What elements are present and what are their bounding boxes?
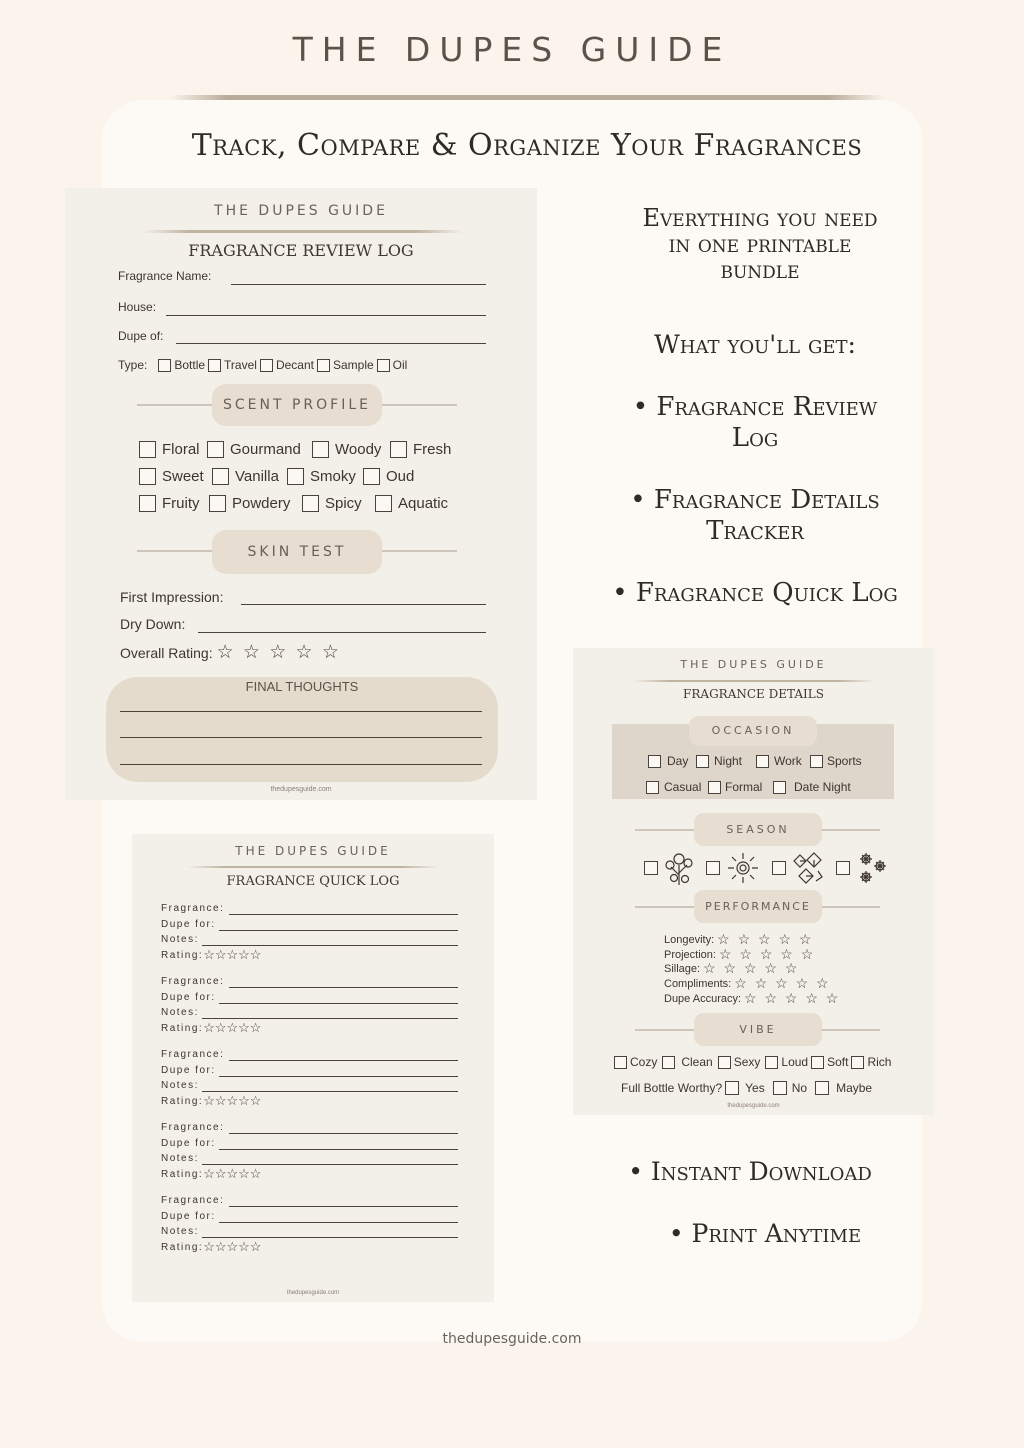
sheet-title: FRAGRANCE DETAILS — [683, 687, 824, 701]
season-checkbox[interactable] — [836, 861, 850, 875]
quick-field-label: Notes: — [161, 1007, 199, 1018]
performance-row — [664, 990, 840, 1007]
vibe-checkbox[interactable] — [718, 1056, 731, 1069]
vibe-checkbox[interactable] — [765, 1056, 778, 1069]
occasion-option: Date Night — [794, 780, 851, 794]
occasion-option: Night — [714, 754, 743, 768]
type-label: Type: — [118, 358, 148, 372]
sheet-brand: THE DUPES GUIDE — [235, 844, 391, 858]
dry-down-line[interactable] — [198, 632, 486, 633]
spring-flowers-icon — [664, 851, 694, 885]
quick-rating-label: Rating: — [161, 1095, 204, 1107]
performance-label: Compliments: — [664, 977, 732, 990]
autumn-leaves-icon — [792, 851, 824, 885]
occasion-checkbox[interactable] — [810, 755, 823, 768]
overall-rating-label: Overall Rating: — [120, 644, 213, 661]
quick-field-label: Fragrance: — [161, 903, 225, 914]
thoughts-line[interactable] — [120, 737, 482, 738]
quick-rating-row — [161, 1020, 261, 1036]
quick-field-line[interactable] — [219, 1003, 458, 1004]
field-label: Fragrance Name: — [118, 269, 212, 283]
quick-rating-row — [161, 1093, 261, 1109]
vibe-option: Loud — [781, 1055, 809, 1069]
quick-field-line[interactable] — [229, 914, 458, 915]
footer-url[interactable]: thedupesguide.com — [442, 1331, 582, 1347]
full-bottle-row — [621, 1081, 872, 1095]
field-label: House: — [118, 300, 157, 314]
worthy-option: No — [791, 1081, 808, 1095]
quick-field-label: Notes: — [161, 934, 199, 945]
occasion-option: Formal — [725, 780, 763, 794]
worthy-option: Yes — [745, 1081, 765, 1095]
scent-option: Gourmand — [230, 441, 301, 458]
quick-field-line[interactable] — [229, 1060, 458, 1061]
worthy-option: Maybe — [836, 1081, 873, 1095]
quick-field-label: Fragrance: — [161, 1122, 225, 1133]
quick-field-label: Dupe for: — [161, 918, 216, 930]
quick-rating-label: Rating: — [161, 1241, 204, 1253]
scent-option: Aquatic — [398, 495, 449, 512]
scent-checkbox[interactable] — [302, 495, 319, 512]
type-checkbox[interactable] — [158, 359, 171, 372]
bullet-print-anytime: • Print Anytime — [668, 1219, 862, 1248]
type-row — [118, 358, 407, 372]
worthy-checkbox[interactable] — [773, 1081, 787, 1095]
scent-row — [139, 468, 414, 485]
scent-option: Spicy — [325, 495, 362, 512]
what-heading: What you'll get: — [654, 330, 856, 359]
scent-option: Vanilla — [235, 468, 279, 485]
summer-sun-icon — [726, 851, 760, 885]
occasion-option: Casual — [664, 780, 702, 794]
intro-line: Everything you need — [642, 204, 878, 232]
scent-profile-pill: SCENT PROFILE — [212, 384, 382, 426]
type-option: Travel — [224, 358, 257, 372]
quick-rating-label: Rating: — [161, 949, 204, 961]
details-sheet — [573, 648, 934, 1115]
final-thoughts-box — [106, 677, 498, 782]
quick-field-line[interactable] — [202, 1018, 458, 1019]
scent-row — [139, 495, 448, 512]
quick-field-line[interactable] — [219, 1076, 458, 1077]
sheet-footer: thedupesguide.com — [270, 786, 332, 793]
fragrance-name-line[interactable] — [231, 284, 486, 285]
occasion-checkbox[interactable] — [756, 755, 769, 768]
scent-checkbox[interactable] — [287, 468, 304, 485]
final-thoughts-label: FINAL THOUGHTS — [245, 679, 359, 694]
star-rating-icons[interactable]: ☆ ☆ ☆ ☆ ☆ — [703, 960, 800, 976]
quick-field-line[interactable] — [229, 1133, 458, 1134]
quick-field-label: Notes: — [161, 1226, 199, 1237]
quick-field-line[interactable] — [229, 987, 458, 988]
scent-option: Powdery — [232, 495, 291, 512]
bullet-line: • Fragrance Quick Log — [612, 578, 898, 608]
quick-field-label: Notes: — [161, 1080, 199, 1091]
skin-test-pill: SKIN TEST — [212, 530, 382, 574]
sheet-brand: THE DUPES GUIDE — [680, 658, 827, 671]
bullet-line: Log — [731, 423, 779, 453]
star-rating-icons[interactable]: ☆☆☆☆☆ — [203, 1166, 262, 1181]
quick-rating-label: Rating: — [161, 1022, 204, 1034]
type-option: Bottle — [174, 358, 206, 372]
quick-field-line[interactable] — [202, 1237, 458, 1238]
type-option: Oil — [392, 358, 408, 372]
occasion-row — [648, 754, 862, 768]
type-checkbox[interactable] — [260, 359, 273, 372]
season-row — [644, 851, 890, 885]
intro-line: in one printable — [668, 230, 852, 258]
quick-field-label: Dupe for: — [161, 991, 216, 1003]
house-line[interactable] — [166, 315, 486, 316]
performance-label: Projection: — [664, 948, 716, 961]
vibe-option: Soft — [827, 1055, 849, 1069]
quick-field-line[interactable] — [229, 1206, 458, 1207]
scent-option: Woody — [335, 441, 382, 458]
star-rating-icons[interactable]: ☆ ☆ ☆ ☆ ☆ — [734, 975, 831, 991]
scent-checkbox[interactable] — [312, 441, 329, 458]
scent-option: Sweet — [162, 468, 204, 485]
occasion-pill: OCCASION — [689, 716, 817, 746]
skin-field-label: Dry Down: — [120, 616, 186, 632]
type-checkbox[interactable] — [377, 359, 390, 372]
scent-checkbox[interactable] — [139, 495, 156, 512]
quick-field-line[interactable] — [219, 1222, 458, 1223]
season-checkbox[interactable] — [644, 861, 658, 875]
type-checkbox[interactable] — [208, 359, 221, 372]
skin-field-label: First Impression: — [120, 589, 224, 605]
quick-rating-row — [161, 1166, 261, 1182]
performance-label: Dupe Accuracy: — [664, 992, 742, 1005]
occasion-row — [646, 780, 851, 794]
star-rating-icons[interactable]: ☆☆☆☆☆ — [203, 947, 262, 962]
sheet-title: FRAGRANCE REVIEW LOG — [188, 241, 414, 260]
bullet-line: • Fragrance Details — [630, 485, 880, 515]
quick-field-line[interactable] — [202, 1164, 458, 1165]
page-headline: Track, Compare & Organize Your Fragrances — [191, 128, 863, 163]
star-rating-icons[interactable]: ☆ ☆ ☆ ☆ ☆ — [744, 990, 841, 1006]
worthy-checkbox[interactable] — [815, 1081, 829, 1095]
star-rating-icons[interactable]: ☆☆☆☆☆ — [203, 1239, 262, 1254]
season-checkbox[interactable] — [706, 861, 720, 875]
quick-field-label: Dupe for: — [161, 1210, 216, 1222]
worthy-checkbox[interactable] — [725, 1081, 739, 1095]
bullet-quick-log — [575, 578, 935, 608]
field-label: Dupe of: — [118, 329, 164, 343]
star-rating-icons[interactable]: ☆☆☆☆☆ — [203, 1020, 262, 1035]
occasion-option: Day — [667, 754, 689, 768]
quick-field-line[interactable] — [219, 1149, 458, 1150]
occasion-checkbox[interactable] — [708, 781, 721, 794]
sheet-divider — [143, 230, 463, 233]
vibe-pill: VIBE — [694, 1013, 822, 1046]
intro-copy — [585, 205, 935, 283]
vibe-option: Sexy — [733, 1055, 761, 1069]
star-rating-icons[interactable]: ☆☆☆☆☆ — [203, 1093, 262, 1108]
sheet-title: FRAGRANCE QUICK LOG — [226, 874, 400, 889]
scent-checkbox[interactable] — [139, 441, 156, 458]
occasion-option: Work — [774, 754, 802, 768]
review-log-sheet — [65, 188, 537, 800]
star-rating-icons[interactable]: ☆ ☆ ☆ ☆ ☆ — [717, 931, 814, 947]
sheet-divider — [187, 866, 439, 868]
vibe-option: Cozy — [630, 1055, 658, 1069]
vibe-option: Clean — [681, 1055, 713, 1069]
type-checkbox[interactable] — [317, 359, 330, 372]
scent-checkbox[interactable] — [375, 495, 392, 512]
dupe-of-line[interactable] — [176, 343, 486, 344]
sheet-divider — [633, 680, 875, 682]
winter-snowflake-icon — [856, 851, 890, 885]
scent-option: Oud — [386, 468, 415, 485]
overall-rating-row — [120, 641, 341, 664]
vibe-row — [614, 1055, 891, 1069]
quick-field-label: Dupe for: — [161, 1064, 216, 1076]
type-option: Sample — [332, 358, 374, 372]
quick-field-line[interactable] — [219, 930, 458, 931]
performance-label: Sillage: — [664, 962, 701, 975]
thoughts-line[interactable] — [120, 764, 482, 765]
thoughts-line[interactable] — [120, 711, 482, 712]
scent-option: Smoky — [310, 468, 356, 485]
occasion-checkbox[interactable] — [648, 755, 661, 768]
vibe-checkbox[interactable] — [614, 1056, 627, 1069]
occasion-checkbox[interactable] — [646, 781, 659, 794]
star-rating-icons[interactable]: ☆ ☆ ☆ ☆ ☆ — [216, 642, 341, 663]
vibe-checkbox[interactable] — [811, 1056, 824, 1069]
sheet-footer: thedupesguide.com — [727, 1103, 780, 1109]
quick-field-line[interactable] — [202, 1091, 458, 1092]
quick-log-sheet — [132, 834, 494, 1302]
vibe-checkbox[interactable] — [851, 1056, 864, 1069]
bullet-review-log — [585, 392, 925, 454]
scent-checkbox[interactable] — [209, 495, 226, 512]
quick-rating-row — [161, 1239, 261, 1255]
occasion-option: Sports — [827, 754, 862, 768]
sheet-brand: THE DUPES GUIDE — [214, 203, 388, 219]
occasion-checkbox[interactable] — [696, 755, 709, 768]
quick-field-label: Fragrance: — [161, 1049, 225, 1060]
scent-checkbox[interactable] — [390, 441, 407, 458]
performance-pill: PERFORMANCE — [694, 890, 822, 923]
scent-option: Fruity — [162, 495, 200, 512]
season-pill: SEASON — [694, 813, 822, 846]
quick-field-label: Fragrance: — [161, 1195, 225, 1206]
star-rating-icons[interactable]: ☆ ☆ ☆ ☆ ☆ — [718, 946, 816, 962]
scent-checkbox[interactable] — [212, 468, 229, 485]
occasion-checkbox[interactable] — [773, 781, 786, 794]
bullet-details-tracker — [585, 485, 925, 547]
scent-option: Floral — [162, 441, 200, 458]
first-impression-line[interactable] — [241, 604, 486, 605]
quick-field-label: Fragrance: — [161, 976, 225, 987]
quick-rating-label: Rating: — [161, 1168, 204, 1180]
quick-field-label: Notes: — [161, 1153, 199, 1164]
intro-line: bundle — [720, 256, 800, 284]
performance-label: Longevity: — [664, 933, 715, 946]
quick-field-line[interactable] — [202, 945, 458, 946]
quick-field-label: Dupe for: — [161, 1137, 216, 1149]
vibe-option: Rich — [867, 1055, 892, 1069]
season-checkbox[interactable] — [772, 861, 786, 875]
scent-checkbox[interactable] — [207, 441, 224, 458]
scent-option: Fresh — [413, 441, 452, 458]
page-brand-title: THE DUPES GUIDE — [292, 30, 732, 69]
bullet-line: Tracker — [706, 516, 804, 546]
bullet-line: • Fragrance Review — [632, 392, 878, 422]
sheet-footer: thedupesguide.com — [286, 1290, 340, 1296]
full-bottle-label: Full Bottle Worthy? — [621, 1081, 723, 1095]
quick-rating-row — [161, 947, 261, 963]
bullet-instant-download: • Instant Download — [628, 1157, 872, 1186]
type-option: Decant — [275, 358, 314, 372]
scent-checkbox[interactable] — [363, 468, 380, 485]
scent-row — [139, 441, 451, 458]
scent-checkbox[interactable] — [139, 468, 156, 485]
vibe-checkbox[interactable] — [662, 1056, 675, 1069]
